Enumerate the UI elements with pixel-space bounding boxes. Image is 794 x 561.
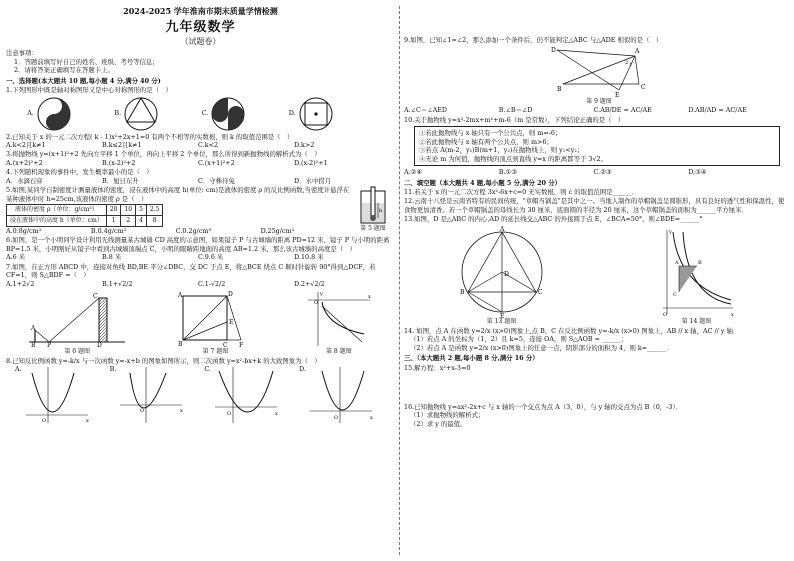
table-cell: 2 xyxy=(121,216,136,227)
svg-text:O: O xyxy=(313,300,318,307)
q10-option-d: D.③④ xyxy=(688,168,707,177)
question-7: 7.如图，在正方形 ABCD 中，连接对角线 BD,BE 平分∠DBC，交 DC 于点 E，将△BCE 绕点 C 顺时针旋转 90°得到△DCF，若 CF=1，则 S△BDF =（ ） xyxy=(6,262,376,280)
square-in-circle-figure xyxy=(298,96,334,132)
q6-option-c: C.9.6 米 xyxy=(198,253,224,262)
parabola-option-a xyxy=(22,365,92,425)
q6-8-figures xyxy=(6,290,395,356)
svg-text:D: D xyxy=(97,342,102,349)
table-cell: 浸在液体中的高度 h（单位：cm） xyxy=(7,216,107,227)
svg-text:P: P xyxy=(47,342,52,349)
question-8: 8.已知反比例函数 y=-k/x 与一次函数 y=-x+b 的图象如图所示，则二次函数 y=x²-bx+k 的大致图象为（ ） xyxy=(6,357,321,366)
svg-text:x: x xyxy=(180,408,184,415)
svg-text:F: F xyxy=(239,342,244,349)
q4-options xyxy=(6,177,395,185)
svg-text:D: D xyxy=(228,291,234,299)
q2-options xyxy=(6,141,395,149)
svg-text:O: O xyxy=(41,418,46,425)
svg-text:A: A xyxy=(674,259,679,266)
q6-caption: 第 6 题图 xyxy=(64,348,90,356)
reciprocal-curves-figure xyxy=(657,226,737,318)
question-14-part-2: （2）若点 A 是函数 y=2/x (x>0)图象上的任意一点，阴影部分的面积为 4，则 k=______． xyxy=(410,343,673,352)
q9-figure xyxy=(544,44,654,106)
q13-14-figures xyxy=(404,226,788,326)
q10-item-3: ③若点 A(m-2，y₁)B(m+1，y₂)在抛物线上，则 y₁<y₂； xyxy=(419,146,584,155)
q5-option-a: A.0.8g/cm³ xyxy=(6,226,42,235)
q10-option-a: A.②④ xyxy=(404,168,423,177)
q4-option-a: A．水滴石穿 xyxy=(6,176,43,185)
q5-option-d: D.25g/cm³ xyxy=(260,226,295,235)
q9-option-d: D.AB/AD = AC/AE xyxy=(688,106,747,115)
q6-option-b: B.8 米 xyxy=(102,253,122,262)
left-column xyxy=(6,0,395,561)
q10-statements xyxy=(414,126,780,166)
svg-text:C: C xyxy=(93,293,98,301)
question-2: 2.已知关于 x 的一元二次方程( k - 1)x²+2x+1=0 有两个不相等的实数根，则 k 的取值范围是（ ） xyxy=(6,132,294,141)
q9-option-a: A.∠C＝∠AED xyxy=(404,106,448,115)
q6-option-a: A.6 米 xyxy=(6,253,26,262)
svg-text:O: O xyxy=(662,311,667,318)
question-1: 1.下列图形中既是轴对称图形又是中心对称图形的是（ ） xyxy=(6,86,172,95)
svg-text:B: B xyxy=(697,259,702,266)
hydrometer-figure xyxy=(358,185,388,225)
table-cell: 8 xyxy=(146,216,163,227)
table-cell: 4 xyxy=(136,216,147,227)
question-6: 6.如图，是一个小明同学设计利用光线测量某古城墙 CD 高度的示意图，如果镜子 P 与古城墙的距离 PD=12 米，镜子 P 与小明的距离 BP=1.5 米，小明刚好从镜子中看到古城墙顶端点 C，小明的眼睛距地面的高度 AB=1.2 米，那么该古城墙的高度是（ ） xyxy=(6,236,390,253)
question-16-part-2: （2）求 y 的最值。 xyxy=(410,419,467,428)
question-5: 5.如图,某同学自制密度计测量液体的密度，浸在液体中的高度 h(单位: cm)是液体的密度 ρ 的反比例函数,当密度计悬浮在某种液体中时 h=25cm,该液体的密度 ρ 是（ ） xyxy=(6,186,350,203)
question-11: 11.若关于 x 的一元二次方程 3x²-6x+c=0 无实数根，则 c 的取值范围是______． xyxy=(404,187,639,196)
svg-text:A: A xyxy=(178,292,183,300)
q7-figure xyxy=(175,290,255,356)
answer-space xyxy=(404,372,788,402)
q10-item-2: ②若此抛物线与 x 轴有两个公共点，则 m>6； xyxy=(419,137,553,146)
q7-option-d: D.2+√2/2 xyxy=(294,279,325,288)
question-9: 9.如图，已知∠1=∠2，那么添加一个条件后，仍不能判定△ABC 与△ADE 相似的是（ ） xyxy=(404,36,663,44)
q7-caption: 第 7 题图 xyxy=(202,348,229,356)
svg-text:h: h xyxy=(379,208,383,215)
q1-label-d: D. xyxy=(288,109,296,118)
svg-text:y: y xyxy=(668,228,672,235)
section3-heading: 三、（本大题共 2 题,每小题 8 分,满分 16 分） xyxy=(404,354,539,363)
q5-option-c: C.0.2g/cm³ xyxy=(175,226,212,235)
density-table xyxy=(6,204,163,227)
question-10: 10.关于抛物线 y=x²-2mx+m²+m-6（m 是常数），下列结论正确的是（ ） xyxy=(404,115,625,124)
triangle-in-circle-figure xyxy=(123,96,159,132)
svg-text:1: 1 xyxy=(629,62,633,69)
q10-item-4: ④无论 m 为何值，抛物线的顶点到直线 y=x 的距离都等于 3√2。 xyxy=(419,154,607,163)
pinwheel-figure xyxy=(210,96,246,132)
svg-text:C: C xyxy=(537,288,543,296)
q1-label-c: C. xyxy=(201,109,209,118)
section2-heading: 二、填空题（本大题共 4 题,每小题 5 分,满分 20 分） xyxy=(404,178,562,187)
svg-text:x: x xyxy=(367,294,371,301)
q6-option-d: D.10.8 米 xyxy=(294,253,324,262)
q10-item-1: ①若此抛物线与 x 轴只有一个公共点，则 m=-6； xyxy=(419,129,562,138)
q14-figure xyxy=(657,226,737,326)
q2-option-a: A.k<2且k≠1 xyxy=(6,140,46,149)
notes-title: 注意事项： xyxy=(6,49,38,58)
q4-option-d: D．水中捞月 xyxy=(294,176,332,185)
svg-text:C: C xyxy=(672,291,677,298)
q10-option-b: B.①③ xyxy=(498,168,517,177)
q5-options xyxy=(6,227,351,235)
q13-figure xyxy=(456,226,548,326)
q2-option-c: C.k<2 xyxy=(198,140,219,149)
question-3: 3.将抛物线 y=(x+1)²+2 先向左平移 1 个单位，再向上平移 2 个单位，那么所得到新抛物线的解析式为（ ） xyxy=(6,150,321,159)
parabola-option-b xyxy=(116,365,186,425)
q2-option-b: B.k≤2且k≠1 xyxy=(102,140,142,149)
svg-text:x: x xyxy=(369,415,373,422)
subject-title: 九年级数学 xyxy=(165,19,236,35)
q6-options xyxy=(6,253,395,261)
q7-option-c: C.1-√2/2 xyxy=(198,279,226,288)
svg-text:D: D xyxy=(503,270,509,278)
q8-label-c: C. xyxy=(204,365,212,374)
q8-caption: 第 8 题图 xyxy=(325,348,352,356)
q8-options xyxy=(6,365,395,425)
q1-label-b: B. xyxy=(114,109,122,118)
svg-text:D: D xyxy=(551,47,556,55)
wall-mirror-figure xyxy=(27,290,127,348)
table-cell: 5 xyxy=(136,205,147,216)
parabola-option-c xyxy=(211,365,281,425)
incenter-circle-figure xyxy=(456,226,548,318)
svg-text:x: x xyxy=(275,411,278,418)
svg-text:2: 2 xyxy=(625,60,629,67)
question-15: 15.解方程：x²+x-3=0 xyxy=(404,363,471,372)
q14-caption: 第 14 题图 xyxy=(681,317,712,325)
section1-heading: 一、选择题(本大题共 10 题,每小题 4 分,满分 40 分) xyxy=(6,76,161,85)
question-14-part-1: （1）若点 A 的坐标为（1，2）且 k=5，连接 OA，则 S△AOB = ______； xyxy=(410,335,628,344)
table-cell: 10 xyxy=(121,205,136,216)
square-rotation-figure xyxy=(175,290,255,348)
note-1: 1．答题前填写好自己的姓名、班级、考号等信息； xyxy=(14,57,159,66)
q3-option-c: C.(x+1)²+2 xyxy=(198,158,235,167)
question-16: 16.已知抛物线 y=ax²-2x+c 与 x 轴的一个交点为点 A（3，0），与 y 轴的交点为点 B（0，-3）． xyxy=(404,402,682,411)
q3-option-b: B.(x-2)²+2 xyxy=(102,158,136,167)
q8-figure xyxy=(304,290,374,356)
svg-text:E: E xyxy=(229,319,234,327)
table-cell: 2.5 xyxy=(146,205,163,216)
similar-triangles-figure xyxy=(549,44,649,98)
table-cell: 20 xyxy=(106,205,121,216)
q8-label-d: D. xyxy=(299,365,306,374)
q4-option-c: C．守株待兔 xyxy=(198,176,235,185)
q8-label-b: B. xyxy=(109,365,117,374)
svg-text:C: C xyxy=(223,342,229,349)
q9-option-c: C.AB/DE = AC/AE xyxy=(593,106,652,115)
exam-title: 2024-2025 学年淮南市期末质量学情检测 xyxy=(123,6,278,16)
parabola-option-d xyxy=(306,365,376,425)
yin-yang-figure xyxy=(36,96,72,132)
svg-text:E: E xyxy=(499,312,504,318)
q7-options xyxy=(6,280,395,288)
svg-text:O: O xyxy=(140,408,145,415)
q5-caption: 第 5 题图 xyxy=(360,225,386,233)
svg-text:B: B xyxy=(178,341,183,349)
svg-text:x: x xyxy=(85,418,89,425)
svg-text:E: E xyxy=(615,92,620,99)
svg-text:A: A xyxy=(499,225,504,233)
svg-text:y: y xyxy=(319,291,323,298)
q9-caption: 第 9 题图 xyxy=(586,98,612,106)
hyperbola-line-figure xyxy=(304,290,374,348)
q8-label-a: A. xyxy=(14,365,22,374)
q3-option-d: D.(x-2)²+1 xyxy=(294,158,328,167)
svg-text:x: x xyxy=(730,311,734,318)
question-14: 14. 如图，点 A 在函数 y=2/x (x>0)图象上,点 B、C 在反比例函数 y=-k/x (x>0) 图象上，AB // x 轴，AC // y 轴． xyxy=(404,326,740,335)
q10-options xyxy=(404,168,788,176)
table-row xyxy=(7,216,163,227)
q7-option-b: B.1+√2/2 xyxy=(102,279,133,288)
q4-option-b: B．旭日东升 xyxy=(102,176,139,185)
q13-caption: 第 13 题图 xyxy=(486,317,517,325)
table-row xyxy=(7,205,163,216)
q1-label-a: A. xyxy=(27,109,34,118)
question-4: 4.下列随机现象的事件中，发生概率最小的是（ ） xyxy=(6,168,153,177)
q3-option-a: A.(x+2)²+2 xyxy=(6,158,43,167)
question-12: 12.云南十八怪是云南省特有的民间传统，"草帽当锅盖"是其中之一。当地人制作的草帽锅盖呈圆锥形，具有良好的透气性和保温性，使食物更加清香。若一个草帽锅盖的母线长为 30 厘米，底面圆的半径为 20 厘米，这个草帽锅盖的面积为______平方厘米． xyxy=(404,197,785,214)
q5-option-b: B.0.4g/cm³ xyxy=(90,226,127,235)
svg-text:A: A xyxy=(635,48,640,56)
table-cell: 1 xyxy=(106,216,121,227)
q9-options xyxy=(404,106,788,114)
svg-text:O: O xyxy=(227,411,232,418)
svg-text:B: B xyxy=(31,342,36,349)
q9-option-b: B.∠B＝∠D xyxy=(498,106,533,115)
q2-option-d: D.k>2 xyxy=(294,140,315,149)
question-16-part-1: （1）求抛物线的解析式； xyxy=(410,411,485,420)
svg-text:A: A xyxy=(31,325,36,333)
table-cell: 液体的密度 ρ（单位：g/cm³） xyxy=(7,205,107,216)
q6-figure xyxy=(27,290,127,356)
column-divider xyxy=(399,6,400,555)
paper-label: （试题卷） xyxy=(180,36,221,46)
q3-options xyxy=(6,159,395,167)
svg-text:B: B xyxy=(557,86,562,94)
q5-block xyxy=(6,185,395,235)
question-13: 13.如图，D 是△ABC 的内心,AD 的延长线交△ABC 的外接圆于点 E，∠BCA=50°，则∠BDE=______° xyxy=(404,215,703,224)
svg-text:O: O xyxy=(333,415,339,422)
svg-text:C: C xyxy=(641,84,646,92)
svg-text:B: B xyxy=(459,288,464,296)
right-column xyxy=(404,0,788,561)
q5-figure xyxy=(351,185,395,235)
q10-option-c: C.②③ xyxy=(593,168,612,177)
q7-option-a: A.1+2√2 xyxy=(6,279,35,288)
note-2: 2．请将答案正确填写在答题卡上。 xyxy=(14,66,114,75)
q1-figures xyxy=(6,96,395,132)
